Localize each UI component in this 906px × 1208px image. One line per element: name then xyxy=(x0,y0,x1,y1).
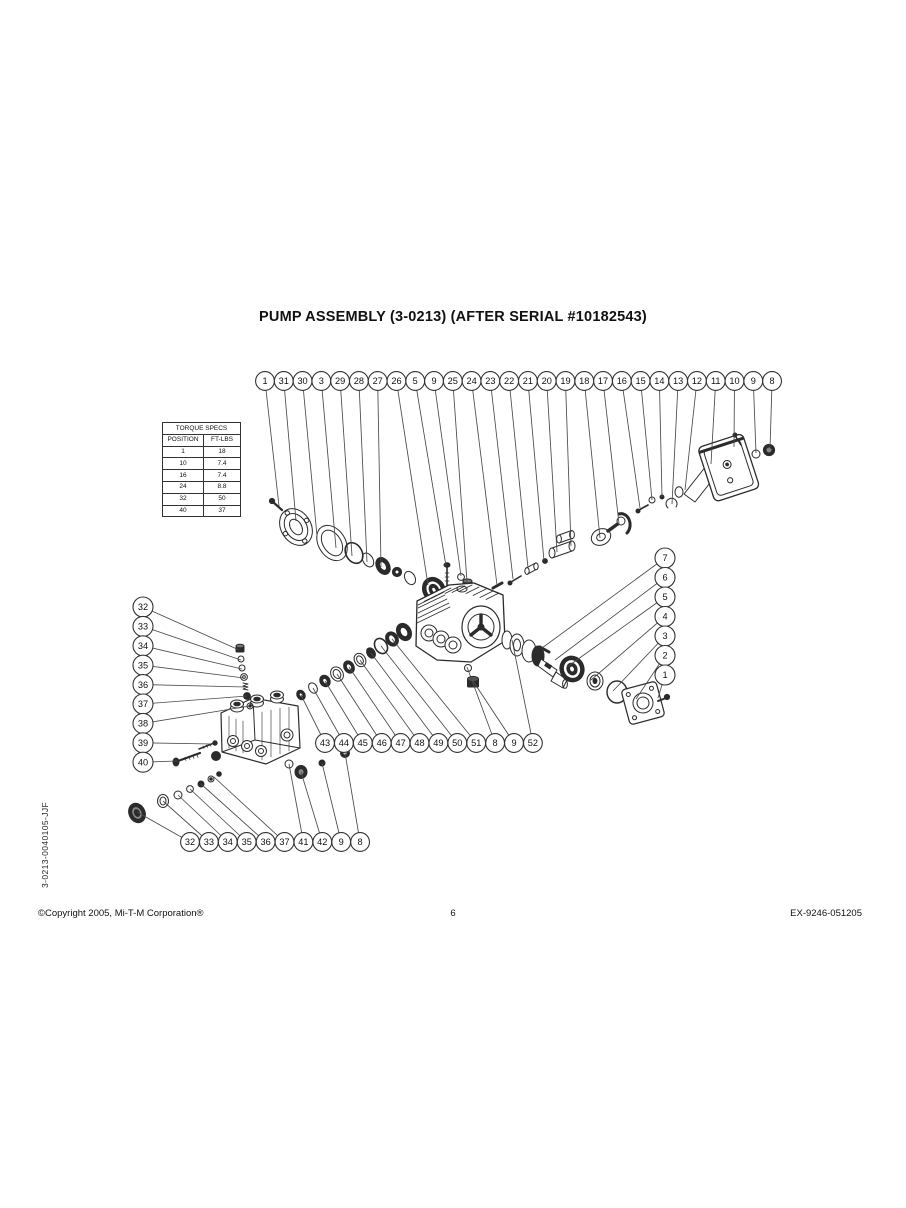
callout-22 xyxy=(500,372,519,391)
callout-number: 3 xyxy=(318,376,324,387)
callout-32 xyxy=(181,833,200,852)
side-code: 3-0213-0040105-JJF xyxy=(40,801,50,888)
callout-41 xyxy=(294,833,313,852)
part-valve-cap xyxy=(236,644,244,652)
callout-number: 45 xyxy=(357,738,368,749)
callout-number: 48 xyxy=(414,738,425,749)
callout-number: 34 xyxy=(222,837,233,848)
torque-row: 32 50 xyxy=(163,493,241,505)
callout-8 xyxy=(763,372,782,391)
callout-number: 10 xyxy=(729,376,740,387)
callout-4 xyxy=(655,607,675,627)
callout-number: 11 xyxy=(710,376,721,387)
callout-28 xyxy=(350,372,369,391)
callout-5 xyxy=(655,587,675,607)
part-pin xyxy=(543,559,548,564)
torque-row: 40 37 xyxy=(163,505,241,517)
callout-number: 31 xyxy=(278,376,289,387)
callout-number: 49 xyxy=(433,738,444,749)
callout-number: 50 xyxy=(452,738,463,749)
callout-number: 16 xyxy=(616,376,627,387)
part-cover-oring xyxy=(675,487,683,497)
callout-number: 36 xyxy=(137,679,149,690)
torque-row: 10 7.4 xyxy=(163,458,241,470)
callout-8 xyxy=(351,833,370,852)
callout-42 xyxy=(313,833,332,852)
callout-52 xyxy=(524,734,543,753)
callout-number: 20 xyxy=(541,376,552,387)
callout-3 xyxy=(312,372,331,391)
callout-number: 41 xyxy=(298,837,309,848)
part-small-screw xyxy=(508,576,521,585)
callout-11 xyxy=(706,372,725,391)
callout-48 xyxy=(410,734,429,753)
callout-47 xyxy=(391,734,410,753)
part-mounting-bolt xyxy=(269,498,282,510)
torque-row: 1 18 xyxy=(163,446,241,458)
callout-5 xyxy=(406,372,425,391)
callout-16 xyxy=(612,372,631,391)
part-seal-train xyxy=(295,621,415,702)
callout-number: 18 xyxy=(579,376,590,387)
part-crankcase xyxy=(416,583,505,662)
part-ball-b xyxy=(217,772,222,777)
callout-number: 37 xyxy=(279,837,290,848)
part-spacer-washer xyxy=(402,569,418,586)
torque-col-ftlbs: FT-LBS xyxy=(204,434,241,446)
callout-number: 28 xyxy=(353,376,365,387)
callout-number: 14 xyxy=(654,376,665,387)
part-inlet-plug xyxy=(126,801,149,826)
callout-1 xyxy=(256,372,275,391)
callout-35 xyxy=(133,655,153,675)
callout-14 xyxy=(650,372,669,391)
callout-number: 7 xyxy=(662,553,668,564)
callout-number: 33 xyxy=(137,621,149,632)
callout-number: 46 xyxy=(376,738,387,749)
part-spring xyxy=(243,683,248,690)
callout-number: 8 xyxy=(769,376,775,387)
part-flange-gasket xyxy=(310,520,353,567)
part-crankcase-cover xyxy=(698,433,760,502)
callout-23 xyxy=(481,372,500,391)
callout-number: 17 xyxy=(597,376,609,387)
part-seat-a xyxy=(208,776,214,782)
callout-number: 35 xyxy=(137,660,149,671)
part-shaft-seal xyxy=(587,672,603,690)
page-number: 6 xyxy=(450,908,456,919)
callout-13 xyxy=(669,372,688,391)
part-crankshaft xyxy=(502,631,567,688)
callout-20 xyxy=(537,372,556,391)
callout-number: 25 xyxy=(447,376,458,387)
callout-46 xyxy=(372,734,391,753)
callout-12 xyxy=(688,372,707,391)
callout-number: 13 xyxy=(673,376,684,387)
copyright-text: ©Copyright 2005, Mi-T-M Corporation® xyxy=(38,908,204,919)
callout-17 xyxy=(594,372,613,391)
callout-50 xyxy=(448,734,467,753)
callout-30 xyxy=(293,372,312,391)
callout-9 xyxy=(425,372,444,391)
callout-number: 38 xyxy=(137,718,149,729)
callout-9 xyxy=(505,734,524,753)
part-roller xyxy=(525,563,538,575)
callout-49 xyxy=(429,734,448,753)
callout-3 xyxy=(655,626,675,646)
callout-6 xyxy=(655,568,675,588)
callout-38 xyxy=(133,713,153,733)
part-oil-plug xyxy=(763,444,774,455)
callout-8 xyxy=(486,734,505,753)
callout-number: 2 xyxy=(662,650,668,661)
callout-26 xyxy=(387,372,406,391)
callout-number: 30 xyxy=(297,376,308,387)
callout-number: 4 xyxy=(662,611,668,622)
callout-number: 32 xyxy=(184,837,196,848)
callout-21 xyxy=(519,372,538,391)
callout-36 xyxy=(256,833,275,852)
callout-number: 39 xyxy=(137,738,149,748)
callout-number: 29 xyxy=(335,376,346,387)
callout-number: 37 xyxy=(137,699,149,710)
callout-number: 19 xyxy=(560,376,571,387)
part-washer-c xyxy=(241,674,248,681)
callout-34 xyxy=(133,636,153,656)
callout-37 xyxy=(133,694,153,714)
callout-37 xyxy=(275,833,294,852)
callout-number: 8 xyxy=(492,738,498,749)
callout-number: 32 xyxy=(137,602,149,613)
callout-number: 5 xyxy=(662,592,668,603)
callout-39 xyxy=(133,733,153,753)
part-manifold xyxy=(212,691,301,764)
callout-9 xyxy=(332,833,351,852)
callout-number: 52 xyxy=(527,738,539,749)
callout-number: 33 xyxy=(203,837,215,848)
callout-number: 22 xyxy=(504,376,515,387)
part-retaining-clip xyxy=(666,498,677,508)
callout-44 xyxy=(335,734,354,753)
callout-number: 42 xyxy=(317,837,328,848)
torque-col-position: POSITION xyxy=(163,434,204,446)
callout-7 xyxy=(655,548,675,568)
callout-34 xyxy=(218,833,237,852)
callout-number: 43 xyxy=(319,738,331,749)
callout-number: 12 xyxy=(691,376,703,387)
callout-number: 6 xyxy=(662,572,668,583)
callout-1 xyxy=(655,665,675,685)
callout-number: 23 xyxy=(485,376,496,387)
callout-33 xyxy=(133,616,153,636)
callout-number: 51 xyxy=(471,738,482,749)
callout-number: 36 xyxy=(260,837,271,848)
callout-29 xyxy=(331,372,350,391)
part-piston-pin xyxy=(493,583,502,588)
callout-number: 5 xyxy=(412,376,418,387)
part-bearing-flange xyxy=(273,503,319,552)
part-oring-b xyxy=(239,665,245,671)
callout-40 xyxy=(133,752,153,772)
callout-number: 35 xyxy=(241,837,252,848)
part-valve-screw xyxy=(444,563,450,588)
callout-25 xyxy=(443,372,462,391)
torque-table-title: TORQUE SPECS xyxy=(163,423,241,435)
callout-number: 15 xyxy=(635,376,646,387)
page-title: PUMP ASSEMBLY (3-0213) (AFTER SERIAL #10182543) xyxy=(259,309,647,325)
callout-number: 8 xyxy=(357,837,363,848)
torque-row: 24 8.8 xyxy=(163,481,241,493)
callout-19 xyxy=(556,372,575,391)
callout-number: 9 xyxy=(431,376,437,387)
part-rod-screw xyxy=(636,505,648,513)
part-bearing-cover xyxy=(621,681,665,725)
document-code: EX-9246-051205 xyxy=(790,908,862,919)
callout-number: 47 xyxy=(395,738,406,749)
callout-36 xyxy=(133,675,153,695)
callout-number: 1 xyxy=(662,670,668,681)
callout-number: 27 xyxy=(372,376,383,387)
callout-number: 34 xyxy=(137,641,149,651)
callout-2 xyxy=(655,646,675,666)
callout-number: 40 xyxy=(137,757,149,768)
callout-10 xyxy=(725,372,744,391)
callout-45 xyxy=(353,734,372,753)
callout-15 xyxy=(631,372,650,391)
part-hex-bolt xyxy=(173,753,200,766)
part-lock-washer xyxy=(392,567,401,576)
callout-9 xyxy=(744,372,763,391)
callout-number: 24 xyxy=(466,376,477,387)
callout-24 xyxy=(462,372,481,391)
callout-31 xyxy=(274,372,293,391)
part-stud-bolt xyxy=(199,741,217,749)
part-oring-large xyxy=(342,539,367,566)
callout-number: 26 xyxy=(391,376,402,387)
callout-number: 9 xyxy=(511,738,517,749)
callout-43 xyxy=(316,734,335,753)
part-connecting-rod xyxy=(589,517,625,548)
callout-35 xyxy=(237,833,256,852)
callout-32 xyxy=(133,597,153,617)
torque-row: 16 7.4 xyxy=(163,470,241,482)
callout-number: 9 xyxy=(750,376,756,387)
callout-33 xyxy=(200,833,219,852)
part-oil-seal xyxy=(373,555,393,577)
callout-18 xyxy=(575,372,594,391)
callout-number: 21 xyxy=(522,376,534,387)
callout-number: 9 xyxy=(338,837,344,848)
callout-number: 44 xyxy=(338,738,350,749)
callout-number: 1 xyxy=(262,376,268,387)
callout-27 xyxy=(368,372,387,391)
callout-number: 3 xyxy=(662,631,668,642)
callout-51 xyxy=(467,734,486,753)
